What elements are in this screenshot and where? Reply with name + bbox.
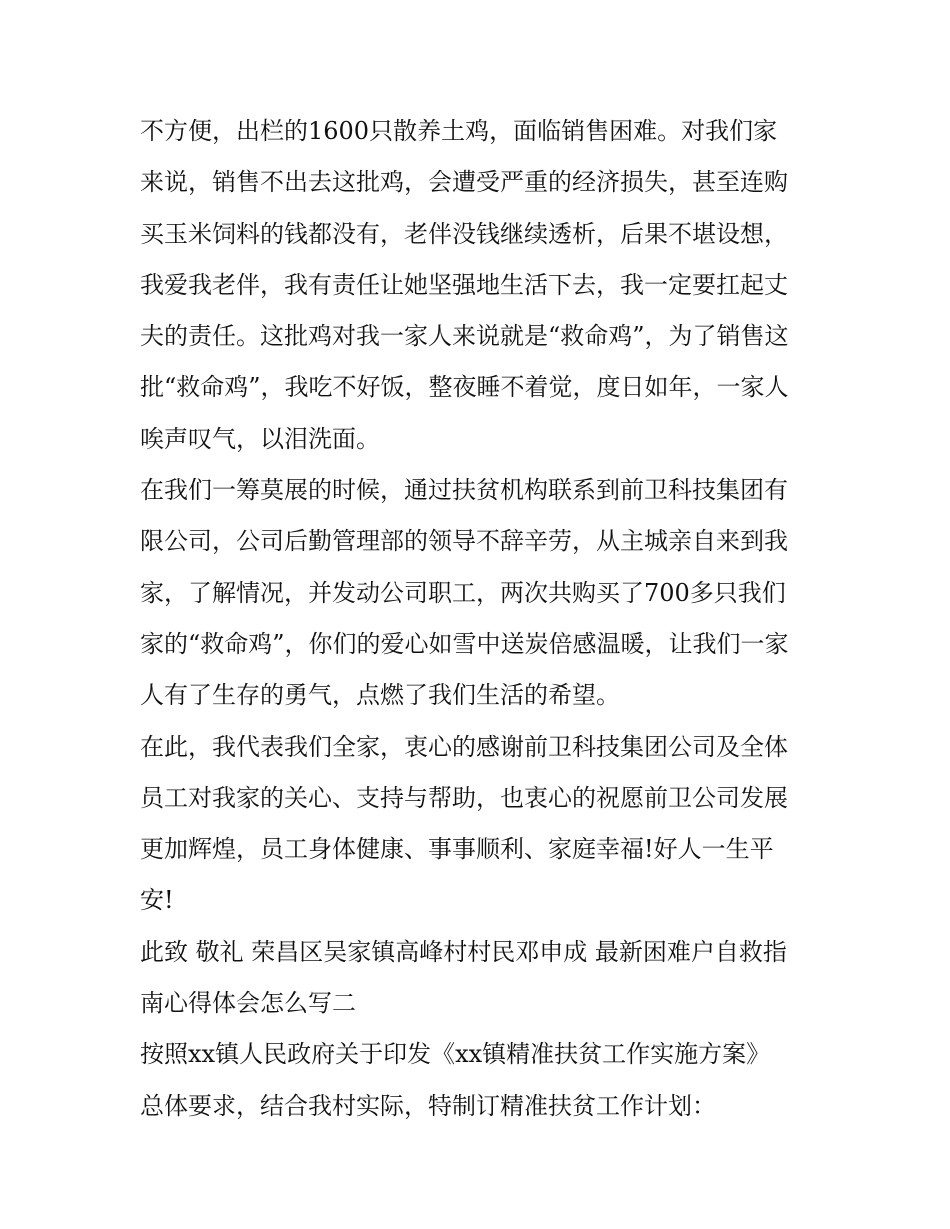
text-line: 不方便，出栏的1600只散养土鸡，面临销售困难。对我们家 (140, 117, 778, 145)
text-line: 我爱我老伴，我有责任让她坚强地生活下去，我一定要扛起丈 (140, 270, 788, 299)
text-line: 家的“救命鸡”，你们的爱心如雪中送炭倍感温暖，让我们一家 (140, 629, 789, 658)
document-body (140, 106, 812, 1132)
text-line: 此致 敬礼 荣昌区吴家镇高峰村村民邓申成 最新困难户自救指 (140, 937, 787, 966)
text-line: 总体要求，结合我村实际，特制订精准扶贫工作计划： (140, 1091, 716, 1120)
text-line: 夫的责任。这批鸡对我一家人来说就是“救命鸡”，为了销售这 (140, 322, 789, 351)
text-line: 员工对我家的关心、支持与帮助，也衷心的祝愿前卫公司发展 (140, 783, 788, 812)
text-line: 安! (140, 886, 174, 915)
text-line: 唉声叹气，以泪洗面。 (140, 424, 380, 453)
text-line: 更加辉煌，员工身体健康、事事顺利、家庭幸福!好人一生平 (140, 835, 774, 864)
text-line: 批“救命鸡”，我吃不好饭，整夜睡不着觉，度日如年，一家人 (140, 373, 789, 402)
text-line: 南心得体会怎么写二 (140, 989, 356, 1018)
text-line: 在此，我代表我们全家，衷心的感谢前卫科技集团公司及全体 (140, 732, 788, 761)
text-line: 人有了生存的勇气，点燃了我们生活的希望。 (140, 681, 620, 710)
text-line: 来说，销售不出去这批鸡，会遭受严重的经济损失，甚至连购 (140, 168, 788, 197)
text-line: 买玉米饲料的钱都没有，老伴没钱继续透析，后果不堪设想， (140, 219, 788, 248)
text-line: 限公司，公司后勤管理部的领导不辞辛劳，从主城亲自来到我 (140, 527, 788, 556)
text-line: 在我们一筹莫展的时候，通过扶贫机构联系到前卫科技集团有 (140, 476, 788, 505)
text-line: 按照xx镇人民政府关于印发《xx镇精准扶贫工作实施方案》 (140, 1040, 771, 1069)
text-line: 家，了解情况，并发动公司职工，两次共购买了700多只我们 (140, 578, 786, 607)
